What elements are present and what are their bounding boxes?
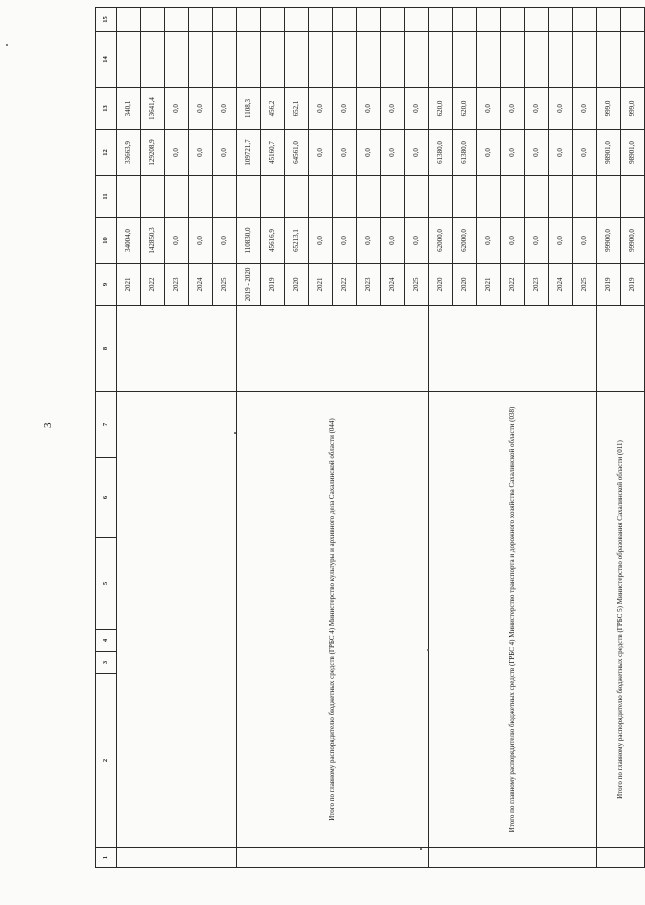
cell-col15 xyxy=(429,8,453,32)
cell-col13: 0,0 xyxy=(573,88,597,130)
cell-col10: 99900,0 xyxy=(597,218,621,264)
cell-col9: 2022 xyxy=(141,264,165,306)
cell-col11 xyxy=(213,176,237,218)
table-row xyxy=(117,8,141,868)
cell-col14 xyxy=(453,32,477,88)
cell-col10: 0,0 xyxy=(309,218,333,264)
cell-col15 xyxy=(309,8,333,32)
column-header-2: 2 xyxy=(96,674,117,848)
cell-col11 xyxy=(381,176,405,218)
cell-col12: 0,0 xyxy=(189,130,213,176)
cell-col14 xyxy=(165,32,189,88)
cell-col12: 0,0 xyxy=(381,130,405,176)
column-header-9: 9 xyxy=(96,264,117,306)
column-header-14: 14 xyxy=(96,32,117,88)
cell-col13: 0,0 xyxy=(333,88,357,130)
cell-col1 xyxy=(117,848,237,868)
cell-col10: 0,0 xyxy=(189,218,213,264)
cell-col10: 0,0 xyxy=(549,218,573,264)
cell-col14 xyxy=(357,32,381,88)
cell-col11 xyxy=(309,176,333,218)
cell-col10: 99900,0 xyxy=(621,218,645,264)
cell-col15 xyxy=(501,8,525,32)
cell-col14 xyxy=(117,32,141,88)
cell-col10: 0,0 xyxy=(333,218,357,264)
cell-col1 xyxy=(429,848,597,868)
column-header-8: 8 xyxy=(96,306,117,392)
rotated-table-container xyxy=(95,15,637,868)
cell-col13: 0,0 xyxy=(381,88,405,130)
cell-col14 xyxy=(573,32,597,88)
cell-col15 xyxy=(141,8,165,32)
cell-col1 xyxy=(237,848,429,868)
cell-col12: 0,0 xyxy=(477,130,501,176)
column-header-10: 10 xyxy=(96,218,117,264)
cell-col9: 2022 xyxy=(333,264,357,306)
cell-col14 xyxy=(525,32,549,88)
cell-col9: 2019 xyxy=(621,264,645,306)
cell-col12: 0,0 xyxy=(357,130,381,176)
cell-col13: 0,0 xyxy=(309,88,333,130)
cell-col15 xyxy=(549,8,573,32)
page-number: 3 xyxy=(42,422,54,428)
cell-col15 xyxy=(165,8,189,32)
cell-col10: 0,0 xyxy=(525,218,549,264)
cell-col14 xyxy=(285,32,309,88)
cell-col11 xyxy=(405,176,429,218)
cell-col8 xyxy=(597,306,645,392)
cell-col12: 0,0 xyxy=(501,130,525,176)
cell-col15 xyxy=(333,8,357,32)
cell-col11 xyxy=(285,176,309,218)
cell-col14 xyxy=(189,32,213,88)
column-header-3: 3 xyxy=(96,652,117,674)
cell-col15 xyxy=(573,8,597,32)
cell-col12: 0,0 xyxy=(549,130,573,176)
cell-col11 xyxy=(453,176,477,218)
cell-col15 xyxy=(189,8,213,32)
table-header-row xyxy=(96,8,117,868)
cell-col13: 620,0 xyxy=(453,88,477,130)
cell-col14 xyxy=(309,32,333,88)
cell-col14 xyxy=(477,32,501,88)
cell-col12: 61380,0 xyxy=(429,130,453,176)
cell-col15 xyxy=(621,8,645,32)
table-body xyxy=(117,8,645,868)
cell-col9: 2023 xyxy=(165,264,189,306)
cell-col10: 62000,0 xyxy=(453,218,477,264)
cell-col15 xyxy=(237,8,261,32)
cell-col10: 0,0 xyxy=(381,218,405,264)
cell-col13: 999,0 xyxy=(621,88,645,130)
cell-col13: 340,1 xyxy=(117,88,141,130)
cell-col9: 2023 xyxy=(525,264,549,306)
table-row xyxy=(429,8,453,868)
cell-col13: 0,0 xyxy=(189,88,213,130)
cell-col10: 0,0 xyxy=(405,218,429,264)
cell-col11 xyxy=(597,176,621,218)
cell-col9: 2025 xyxy=(405,264,429,306)
scan-speck xyxy=(420,848,422,850)
scan-speck xyxy=(234,432,236,434)
cell-col9: 2019 xyxy=(261,264,285,306)
cell-col14 xyxy=(141,32,165,88)
cell-col8 xyxy=(117,306,237,392)
column-header-12: 12 xyxy=(96,130,117,176)
cell-col13: 0,0 xyxy=(477,88,501,130)
cell-col11 xyxy=(429,176,453,218)
cell-col14 xyxy=(213,32,237,88)
cell-col12: 64561,0 xyxy=(285,130,309,176)
cell-col9: 2025 xyxy=(573,264,597,306)
cell-col12: 0,0 xyxy=(573,130,597,176)
cell-col10: 110830,0 xyxy=(237,218,261,264)
cell-col15 xyxy=(357,8,381,32)
cell-col14 xyxy=(597,32,621,88)
cell-col12: 0,0 xyxy=(213,130,237,176)
cell-col12: 0,0 xyxy=(333,130,357,176)
cell-col15 xyxy=(525,8,549,32)
cell-col15 xyxy=(285,8,309,32)
cell-col15 xyxy=(597,8,621,32)
cell-col13: 0,0 xyxy=(525,88,549,130)
section-name-cell: Итого по главному распорядителю бюджетных средств (ГРБС 4) Министерство культуры и архивного дела Сахалинской области (044) xyxy=(237,392,429,848)
section-name-cell: Итого по главному распорядителю бюджетных средств (ГРБС 5) Министерство образования Сахалинской области (011) xyxy=(597,392,645,848)
cell-col13: 13641,4 xyxy=(141,88,165,130)
cell-col9: 2024 xyxy=(549,264,573,306)
cell-col11 xyxy=(333,176,357,218)
cell-col10: 142850,3 xyxy=(141,218,165,264)
cell-col14 xyxy=(237,32,261,88)
cell-col10: 65213,1 xyxy=(285,218,309,264)
budget-table xyxy=(95,7,645,868)
cell-col11 xyxy=(261,176,285,218)
cell-col9: 2020 xyxy=(453,264,477,306)
cell-col12: 33663,9 xyxy=(117,130,141,176)
cell-col9: 2021 xyxy=(309,264,333,306)
cell-col11 xyxy=(501,176,525,218)
column-header-7: 7 xyxy=(96,392,117,458)
cell-col10: 0,0 xyxy=(573,218,597,264)
cell-col11 xyxy=(237,176,261,218)
cell-col12: 109721,7 xyxy=(237,130,261,176)
cell-col10: 0,0 xyxy=(357,218,381,264)
cell-col11 xyxy=(549,176,573,218)
cell-col15 xyxy=(213,8,237,32)
cell-col11 xyxy=(117,176,141,218)
column-header-6: 6 xyxy=(96,458,117,538)
cell-col13: 1108,3 xyxy=(237,88,261,130)
cell-col13: 620,0 xyxy=(429,88,453,130)
cell-col12: 0,0 xyxy=(525,130,549,176)
cell-col9: 2021 xyxy=(117,264,141,306)
column-header-1: 1 xyxy=(96,848,117,868)
cell-col12: 45160,7 xyxy=(261,130,285,176)
cell-col13: 0,0 xyxy=(213,88,237,130)
column-header-15: 15 xyxy=(96,8,117,32)
cell-col12: 129208,9 xyxy=(141,130,165,176)
cell-col10: 62000,0 xyxy=(429,218,453,264)
cell-col10: 0,0 xyxy=(501,218,525,264)
cell-col14 xyxy=(621,32,645,88)
cell-col13: 0,0 xyxy=(165,88,189,130)
cell-col8 xyxy=(237,306,429,392)
cell-col12: 0,0 xyxy=(309,130,333,176)
cell-col15 xyxy=(117,8,141,32)
cell-col11 xyxy=(477,176,501,218)
table-row xyxy=(237,8,261,868)
cell-col13: 652,1 xyxy=(285,88,309,130)
cell-col11 xyxy=(621,176,645,218)
cell-col9: 2022 xyxy=(501,264,525,306)
cell-col10: 0,0 xyxy=(213,218,237,264)
cell-col9: 2025 xyxy=(213,264,237,306)
cell-col15 xyxy=(477,8,501,32)
cell-col11 xyxy=(165,176,189,218)
cell-col10: 0,0 xyxy=(165,218,189,264)
cell-col9: 2023 xyxy=(357,264,381,306)
cell-col10: 45616,9 xyxy=(261,218,285,264)
column-header-13: 13 xyxy=(96,88,117,130)
cell-col14 xyxy=(429,32,453,88)
cell-col9: 2024 xyxy=(189,264,213,306)
table-row xyxy=(597,8,621,868)
cell-col13: 0,0 xyxy=(501,88,525,130)
cell-col9: 2019 - 2020 xyxy=(237,264,261,306)
cell-col15 xyxy=(261,8,285,32)
cell-col9: 2019 xyxy=(597,264,621,306)
cell-col9: 2024 xyxy=(381,264,405,306)
cell-col11 xyxy=(141,176,165,218)
cell-col12: 98901,0 xyxy=(597,130,621,176)
cell-col15 xyxy=(381,8,405,32)
cell-col13: 456,2 xyxy=(261,88,285,130)
cell-col10: 0,0 xyxy=(477,218,501,264)
section-name-cell xyxy=(117,392,237,848)
cell-col11 xyxy=(573,176,597,218)
column-header-4: 4 xyxy=(96,630,117,652)
cell-col11 xyxy=(525,176,549,218)
cell-col13: 0,0 xyxy=(357,88,381,130)
cell-col12: 98901,0 xyxy=(621,130,645,176)
column-header-5: 5 xyxy=(96,538,117,630)
cell-col9: 2021 xyxy=(477,264,501,306)
cell-col14 xyxy=(405,32,429,88)
cell-col14 xyxy=(261,32,285,88)
cell-col14 xyxy=(501,32,525,88)
cell-col9: 2020 xyxy=(285,264,309,306)
cell-col12: 0,0 xyxy=(165,130,189,176)
cell-col14 xyxy=(549,32,573,88)
cell-col13: 0,0 xyxy=(549,88,573,130)
section-name-cell: Итого по главному распорядителю бюджетных средств (ГРБС 4) Министерство транспорта и дорожного хозяйства Сахалинской области (038) xyxy=(429,392,597,848)
cell-col14 xyxy=(381,32,405,88)
column-header-11: 11 xyxy=(96,176,117,218)
cell-col15 xyxy=(405,8,429,32)
scan-speck xyxy=(427,649,429,651)
cell-col9: 2020 xyxy=(429,264,453,306)
cell-col11 xyxy=(357,176,381,218)
cell-col1 xyxy=(597,848,645,868)
cell-col12: 61380,0 xyxy=(453,130,477,176)
cell-col12: 0,0 xyxy=(405,130,429,176)
cell-col10: 34004,0 xyxy=(117,218,141,264)
cell-col11 xyxy=(189,176,213,218)
cell-col13: 0,0 xyxy=(405,88,429,130)
cell-col14 xyxy=(333,32,357,88)
cell-col15 xyxy=(453,8,477,32)
cell-col13: 999,0 xyxy=(597,88,621,130)
scan-speck xyxy=(6,44,8,46)
cell-col8 xyxy=(429,306,597,392)
